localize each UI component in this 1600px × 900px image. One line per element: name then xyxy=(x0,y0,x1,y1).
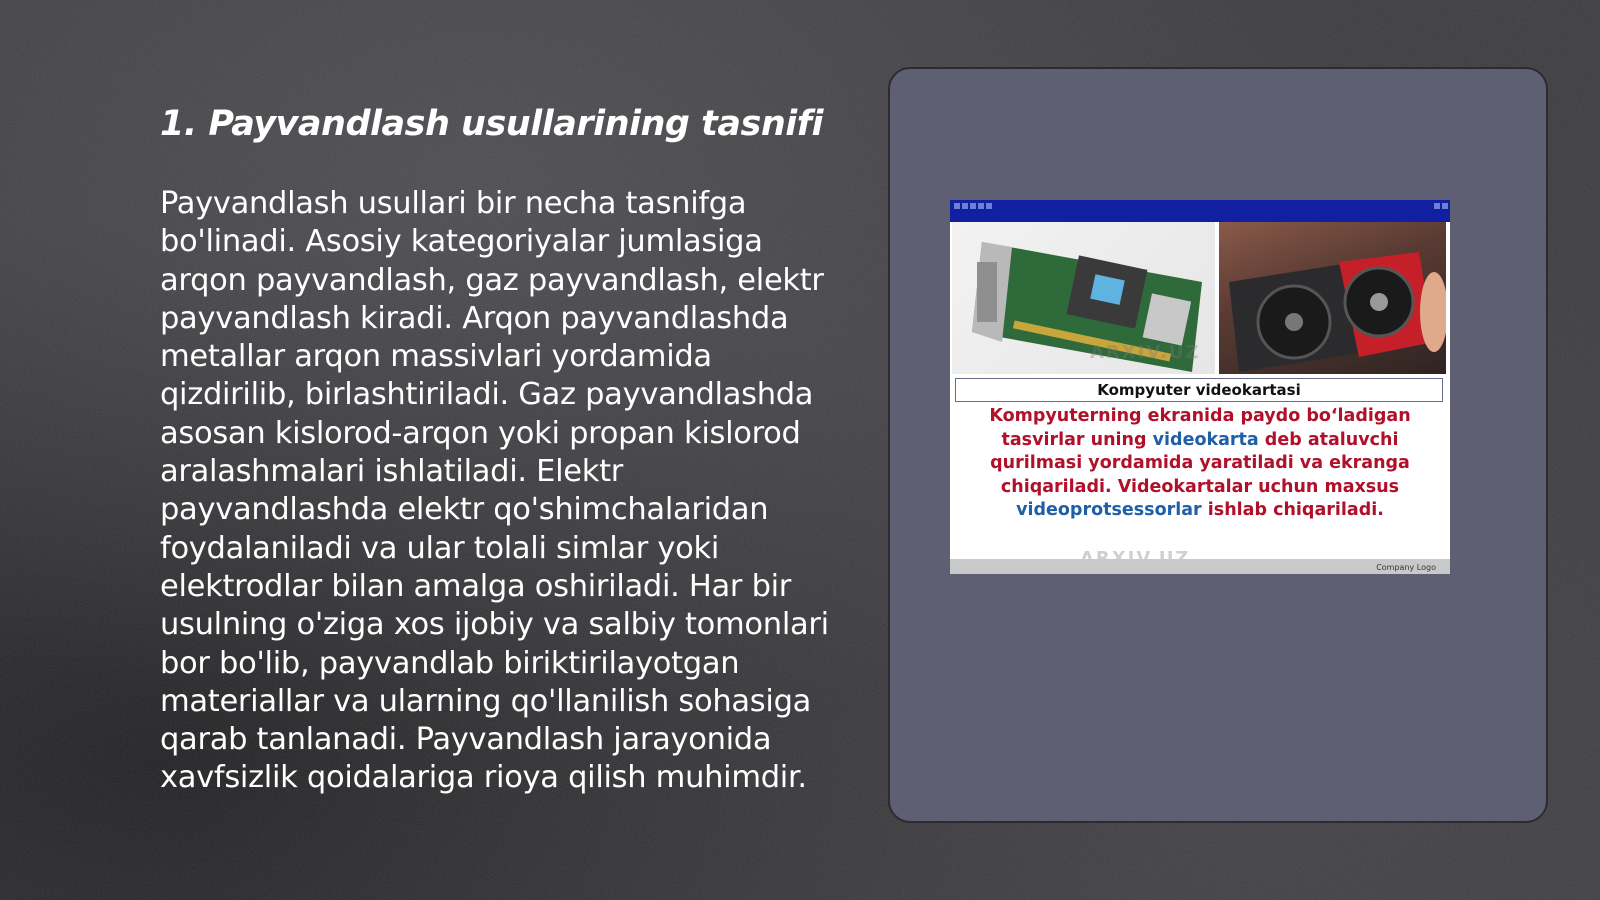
image-bottom-bar xyxy=(950,559,1450,574)
image-description xyxy=(960,405,1440,523)
watermark-top: ARXIV.UZ xyxy=(1090,342,1201,363)
image-caption: Kompyuter videokartasi xyxy=(955,378,1443,402)
slide-body-text: Payvandlash usullari bir necha tasnifga bo'linadi. Asosiy kategoriyalar jumlasiga arqon payvandlash, gaz payvandlash, elektr payvandlash kiradi. Arqon payvandlashda metallar arqon massivlari yordamida qizdirilib, birlashtiriladi. Gaz payvandlashda asosan kislorod-arqon yoki propan kislorod aralashmalari ishlatiladi. Elektr payvandlashda elektr qo'shimchalaridan foydalaniladi va ular tolali simlar yoki elektrodlar bilan amalga oshiriladi. Har bir usulning o'ziga xos ijobiy va salbiy tomonlari bor bo'lib, payvandlab biriktirilayotgan materiallar va ularning qo'llanilish sohasiga qarab tanlanadi. Payvandlash jarayonida xavfsizlik qoidalariga rioya qilish muhimdir. xyxy=(160,186,829,796)
image-text-highlight: videoprotsessorlar xyxy=(1016,500,1202,520)
image-top-bar xyxy=(950,200,1450,222)
modern-gpu-photo xyxy=(1219,222,1446,374)
slide-heading: 1. Payvandlash usullarining tasnifi xyxy=(160,104,823,144)
image-text-part: ishlab chiqariladi. xyxy=(1201,500,1384,520)
image-text-part: deb ataluvchi qurilmasi yordamida yaratiladi va ekranga chiqariladi. Videokartalar uchun maxsus xyxy=(990,429,1410,497)
image-text-highlight: videokarta xyxy=(1152,429,1259,450)
company-logo-text: Company Logo xyxy=(1376,563,1436,572)
image-text-part: Kompyuterning ekranida paydo bo‘ladigan tasvirlar uning xyxy=(989,406,1411,450)
videocard-slide-image xyxy=(950,200,1450,574)
